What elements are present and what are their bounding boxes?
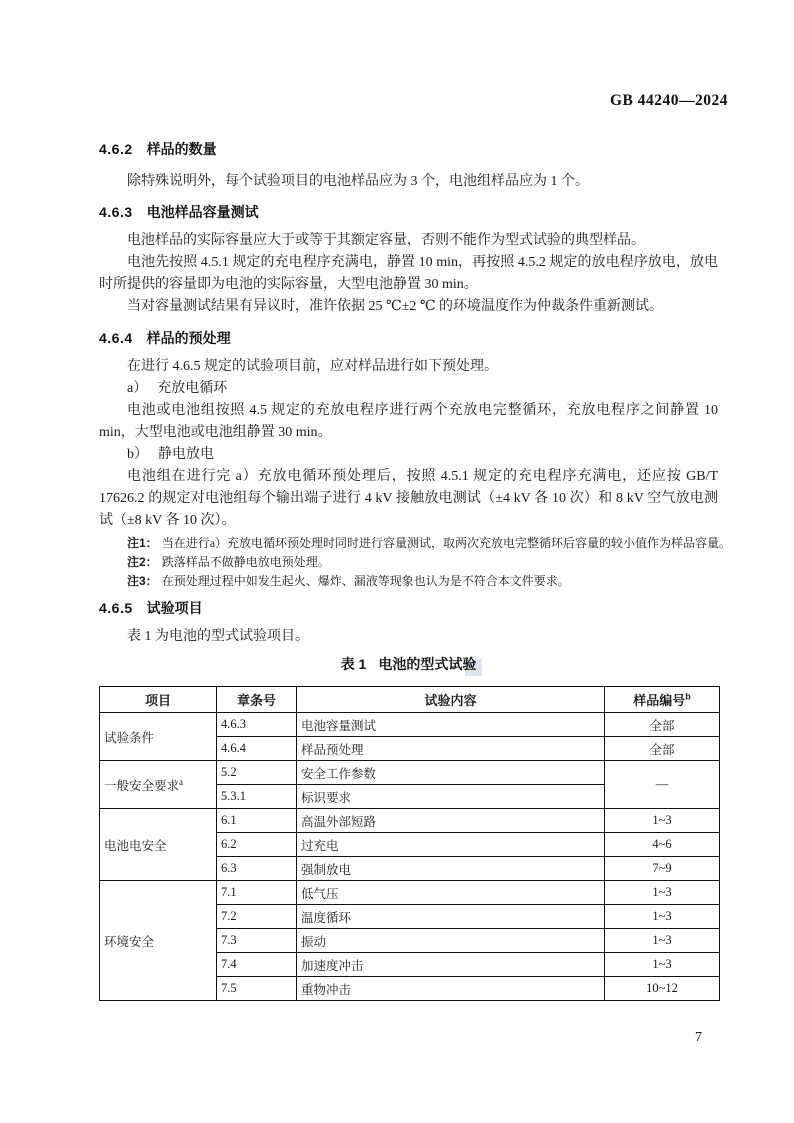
clause-cell: 5.2 bbox=[217, 761, 297, 785]
paragraph: 在进行 4.6.5 规定的试验项目前，应对样品进行如下预处理。 bbox=[127, 359, 498, 374]
clause-cell: 7.4 bbox=[217, 953, 297, 977]
list-marker: a） bbox=[127, 381, 148, 396]
clause-cell: 7.3 bbox=[217, 929, 297, 953]
sample-number-cell: — bbox=[605, 761, 720, 809]
paragraph: 除特殊说明外，每个试验项目的电池样品应为 3 个，电池组样品应为 1 个。 bbox=[127, 174, 589, 189]
table-title-inner bbox=[341, 653, 477, 675]
paragraph: 表 1 为电池的型式试验项目。 bbox=[127, 629, 309, 644]
test-content-cell: 强制放电 bbox=[297, 857, 605, 881]
clause-cell: 7.1 bbox=[217, 881, 297, 905]
footnote-ref-a: a bbox=[179, 776, 184, 787]
list-item-b-heading bbox=[99, 444, 718, 466]
paragraph: 电池或电池组按照 4.5 规定的充放电程序进行两个充放电完整循环，充放电程序之间静置 10 min，大型电池或电池组静置 30 min。 bbox=[99, 403, 718, 440]
test-content-cell: 标识要求 bbox=[297, 785, 605, 809]
heading-4-6-4 bbox=[99, 327, 718, 349]
table-header-row bbox=[100, 687, 720, 713]
test-content-cell: 过充电 bbox=[297, 833, 605, 857]
paragraph: 当对容量测试结果有异议时，准许依据 25 ℃±2 ℃ 的环境温度作为仲裁条件重新测试。 bbox=[127, 299, 664, 314]
paragraph: 电池样品的实际容量应大于或等于其额定容量，否则不能作为型式试验的典型样品。 bbox=[127, 233, 645, 248]
clause-number: 4.6.4 bbox=[99, 330, 133, 346]
footnote-ref-b: b bbox=[685, 691, 691, 702]
test-content-cell: 安全工作参数 bbox=[297, 761, 605, 785]
test-content-cell: 重物冲击 bbox=[297, 977, 605, 1001]
item-group-cell: 试验条件 bbox=[100, 713, 217, 761]
clause-cell: 5.3.1 bbox=[217, 785, 297, 809]
list-item-a-heading bbox=[99, 378, 718, 400]
sample-number-cell: 1~3 bbox=[605, 929, 720, 953]
sample-number-cell: 全部 bbox=[605, 737, 720, 761]
clause-number: 4.6.2 bbox=[99, 141, 133, 157]
note-1 bbox=[99, 534, 732, 553]
paragraph: 电池先按照 4.5.1 规定的充电程序充满电，静置 10 min，再按照 4.5.2 规定的放电程序放电，放电时所提供的容量即为电池的实际容量，大型电池静置 30 min。 bbox=[99, 255, 718, 292]
clause-cell: 6.1 bbox=[217, 809, 297, 833]
table-row bbox=[100, 881, 720, 905]
table-row bbox=[100, 809, 720, 833]
list-item-title: 充放电循环 bbox=[157, 381, 228, 396]
clause-cell: 6.3 bbox=[217, 857, 297, 881]
sample-number-cell: 全部 bbox=[605, 713, 720, 737]
table-title-text: 电池的型式试验 bbox=[378, 656, 477, 672]
item-group-cell: 一般安全要求$^a$ bbox=[100, 761, 217, 809]
test-content-cell: 振动 bbox=[297, 929, 605, 953]
clause-cell: 4.6.4 bbox=[217, 737, 297, 761]
heading-4-6-5 bbox=[99, 597, 718, 619]
test-content-cell: 加速度冲击 bbox=[297, 953, 605, 977]
clause-title: 样品的数量 bbox=[146, 141, 217, 157]
clause-cell: 7.5 bbox=[217, 977, 297, 1001]
heading-4-6-3 bbox=[99, 201, 718, 223]
sample-number-cell: 1~3 bbox=[605, 809, 720, 833]
note-text: 跌落样品不做静电放电预处理。 bbox=[161, 555, 330, 569]
test-content-cell: 高温外部短路 bbox=[297, 809, 605, 833]
paragraph: 电池组在进行完 a）充放电循环预处理后，按照 4.5.1 规定的充电程序充满电，还应按 GB/T 17626.2 的规定对电池组每个输出端子进行 4 kV 接触放电测试（±4 kV 各 10 次）和 8 kV 空气放电测试（±8 kV 各 10 次）。 bbox=[99, 469, 718, 528]
table-row bbox=[100, 761, 720, 785]
note-2 bbox=[99, 553, 718, 572]
note-3 bbox=[99, 572, 718, 591]
item-group-cell: 电池电安全 bbox=[100, 809, 217, 881]
note-text: 当在进行a）充放电循环预处理时同时进行容量测试，取两次充放电完整循环后容量的较小值作为样品容量。 bbox=[161, 536, 732, 550]
clause-cell: 6.2 bbox=[217, 833, 297, 857]
clause-number: 4.6.5 bbox=[99, 600, 133, 616]
heading-4-6-2 bbox=[99, 138, 718, 160]
doc-number-header: GB 44240—2024 bbox=[609, 92, 728, 109]
clause-cell: 7.2 bbox=[217, 905, 297, 929]
list-marker: b） bbox=[127, 447, 148, 462]
test-content-cell: 温度循环 bbox=[297, 905, 605, 929]
clause-title: 试验项目 bbox=[146, 600, 203, 616]
sample-number-cell: 7~9 bbox=[605, 857, 720, 881]
table-row bbox=[100, 713, 720, 737]
test-content-cell: 电池容量测试 bbox=[297, 713, 605, 737]
col-header-item: 项目 bbox=[100, 687, 217, 713]
table-number: 表 1 bbox=[340, 656, 367, 672]
col-header-clause: 章条号 bbox=[217, 687, 297, 713]
test-content-cell: 样品预处理 bbox=[297, 737, 605, 761]
clause-number: 4.6.3 bbox=[99, 204, 133, 220]
table-1-title bbox=[99, 653, 718, 675]
clause-title: 样品的预处理 bbox=[146, 330, 231, 346]
sample-number-cell: 1~3 bbox=[605, 905, 720, 929]
page-content bbox=[99, 138, 732, 1001]
notes-block bbox=[99, 534, 732, 591]
sample-number-cell: 1~3 bbox=[605, 953, 720, 977]
clause-title: 电池样品容量测试 bbox=[146, 204, 259, 220]
list-item-title: 静电放电 bbox=[158, 447, 214, 462]
sample-number-cell: 10~12 bbox=[605, 977, 720, 1001]
test-content-cell: 低气压 bbox=[297, 881, 605, 905]
note-text: 在预处理过程中如发生起火、爆炸、漏液等现象也认为是不符合本文件要求。 bbox=[161, 574, 570, 588]
page-number: 7 bbox=[695, 1030, 702, 1045]
sample-number-cell: 1~3 bbox=[605, 881, 720, 905]
item-group-cell: 环境安全 bbox=[100, 881, 217, 1001]
note-label: 注2： bbox=[127, 555, 158, 569]
type-test-table bbox=[99, 686, 720, 1001]
sample-number-cell: 4~6 bbox=[605, 833, 720, 857]
col-header-test: 试验内容 bbox=[297, 687, 605, 713]
col-header-sample: 样品编号$^b$ bbox=[605, 687, 720, 713]
note-label: 注1： bbox=[127, 536, 158, 550]
note-label: 注3： bbox=[127, 574, 158, 588]
clause-cell: 4.6.3 bbox=[217, 713, 297, 737]
